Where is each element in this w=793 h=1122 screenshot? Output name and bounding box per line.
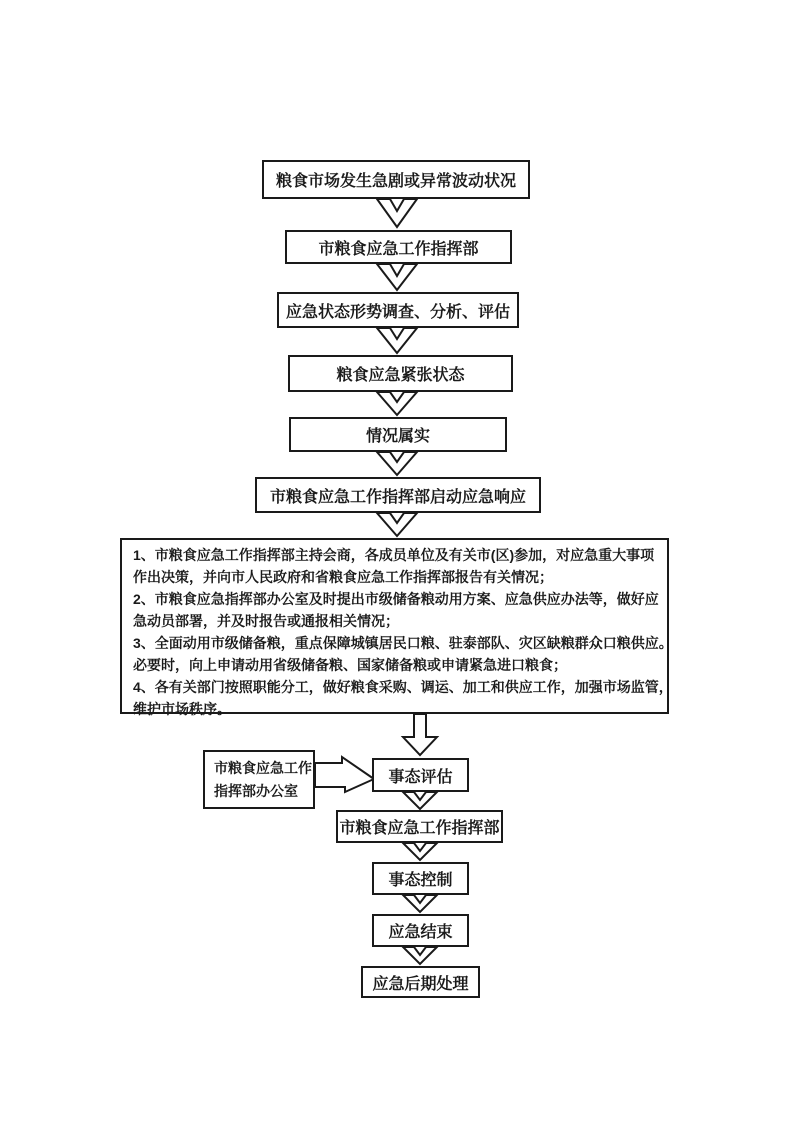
measures-line: 1、市粮食应急工作指挥部主持会商，各成员单位及有关市(区)参加，对应急重大事项 [133, 547, 655, 563]
measures-line: 必要时，向上申请动用省级储备粮、国家储备粮或申请紧急进口粮食； [133, 657, 567, 673]
flow-box-emergency-end: 应急结束 [372, 914, 469, 947]
flow-box-command-center-2: 市粮食应急工作指挥部 [336, 810, 503, 843]
down-chevron-arrow-2 [377, 264, 417, 290]
down-chevron-arrow-6 [377, 513, 417, 536]
down-chevron-arrow-4 [377, 392, 417, 415]
measures-line: 4、各有关部门按照职能分工，做好粮食采购、调运、加工和供应工作，加强市场监管， [133, 679, 673, 695]
down-chevron-arrow-3 [377, 328, 417, 353]
measures-line: 维护市场秩序。 [133, 701, 231, 717]
flow-box-command-center: 市粮食应急工作指挥部 [285, 230, 512, 264]
measures-line: 3、全面动用市级储备粮，重点保障城镇居民口粮、驻泰部队、灾区缺粮群众口粮供应。 [133, 635, 673, 651]
flow-box-assessment: 事态评估 [372, 758, 469, 792]
flow-box-start-response: 市粮食应急工作指挥部启动应急响应 [255, 477, 541, 513]
measures-line: 2、市粮食应急指挥部办公室及时提出市级储备粮动用方案、应急供应办法等，做好应 [133, 591, 659, 607]
flow-box-investigation-analysis: 应急状态形势调查、分析、评估 [277, 292, 519, 328]
down-chevron-arrow-7 [403, 792, 437, 809]
office-box-line1: 市粮食应急工作 [214, 759, 312, 776]
flow-box-situation-verified: 情况属实 [289, 417, 507, 452]
office-box-line2: 指挥部办公室 [214, 782, 298, 799]
down-chevron-arrow-5 [377, 452, 417, 475]
down-chevron-arrow-8 [403, 843, 437, 860]
down-chevron-arrow-9 [403, 895, 437, 912]
right-block-arrow [315, 757, 374, 792]
measures-line: 急动员部署，并及时报告或通报相关情况； [133, 613, 399, 629]
flow-box-tension-state: 粮食应急紧张状态 [288, 355, 513, 392]
flow-box-office [203, 750, 315, 809]
flow-box-post-processing: 应急后期处理 [361, 966, 480, 998]
flow-box-situation-control: 事态控制 [372, 862, 469, 895]
flow-box-market-fluctuation: 粮食市场发生急剧或异常波动状况 [262, 160, 530, 199]
down-chevron-arrow-1 [377, 199, 417, 227]
measures-line: 作出决策，并向市人民政府和省粮食应急工作指挥部报告有关情况； [133, 569, 553, 585]
down-chevron-arrow-10 [403, 947, 437, 964]
down-block-arrow [403, 714, 437, 755]
flow-box-response-measures [120, 538, 673, 717]
